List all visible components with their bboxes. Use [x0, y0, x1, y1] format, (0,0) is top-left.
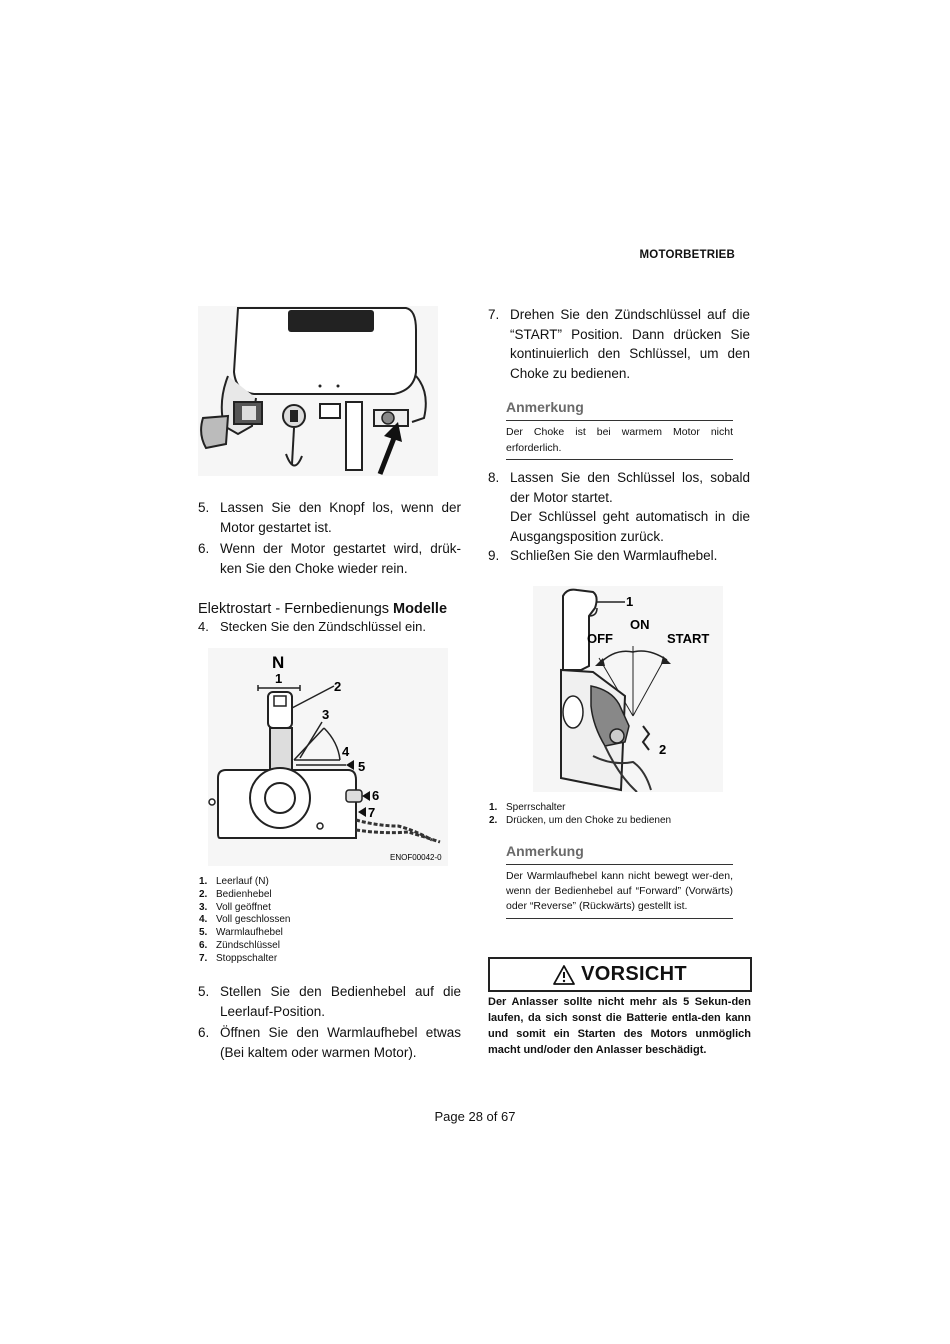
engine-figure	[198, 306, 438, 476]
legend-right	[489, 802, 671, 828]
step-7: 7. Drehen Sie den Zündschlüssel auf die “START” Position. Dann drücken Sie kontinuierlich den Schlüssel, um den Choke zu bedienen.	[488, 307, 750, 381]
note-box-2: Der Warmlaufhebel kann nicht bewegt wer-den, wenn der Bedienhebel auf “Forward” (Vorwärts) oder “Reverse” (Rückwärts) gestellt ist.	[506, 864, 733, 919]
figure-label-4b: 4	[342, 744, 350, 759]
section-title: Elektrostart - Fernbedienungs Modelle	[198, 601, 448, 617]
page-number: Page 28 of 67	[434, 1109, 516, 1124]
step-4: 4. Stecken Sie den Zündschlüssel ein.	[198, 619, 426, 634]
legend-item: 1. Sperrschalter	[489, 802, 566, 813]
note-title-1: Anmerkung	[506, 399, 584, 415]
legend-item: 2. Bedienhebel	[199, 888, 272, 900]
warning-icon	[553, 965, 575, 985]
step-9: 9. Schließen Sie den Warmlaufhebel.	[488, 548, 718, 563]
note-title-2: Anmerkung	[506, 843, 584, 859]
figure-label-n: N	[272, 653, 285, 672]
figure2-label-2: 2	[659, 742, 667, 757]
note-box-1: Der Choke ist bei warmem Motor nicht erforderlich.	[506, 420, 733, 460]
step-6-top: 6. Wenn der Motor gestartet wird, drük-ken Sie den Choke wieder rein.	[198, 541, 461, 576]
legend-item: 1. Leerlauf (N)	[199, 876, 269, 887]
figure2-label-on: ON	[630, 617, 650, 632]
figure-label-6: 6	[372, 788, 380, 803]
figure-code: ENOF00042-0	[390, 853, 442, 862]
section-header: MOTORBETRIEB	[639, 249, 735, 261]
figure-label-1: 1	[275, 671, 283, 686]
figure-label-7: 7	[368, 805, 376, 820]
figure2-label-1: 1	[626, 594, 634, 609]
figure2-label-start: START	[667, 631, 710, 646]
remote-control-figure	[208, 648, 448, 866]
legend-item: 6. Zündschlüssel	[199, 939, 280, 951]
legend-item: 3. Voll geöffnet	[199, 901, 271, 913]
warning-box	[488, 957, 752, 992]
figure-label-2: 2	[334, 679, 342, 694]
key-switch-figure	[533, 586, 723, 792]
legend-item: 4. Voll geschlossen	[199, 914, 291, 926]
legend-item: 7. Stoppschalter	[199, 952, 278, 964]
figure-label-3: 3	[322, 707, 330, 722]
step-6-bottom: 6. Öffnen Sie den Warmlaufhebel etwas (Bei kaltem oder warmen Motor).	[198, 1025, 461, 1060]
legend-item: 5. Warmlaufhebel	[199, 927, 283, 939]
figure2-label-off: OFF	[587, 631, 613, 646]
warning-label: VORSICHT	[581, 963, 687, 985]
step-5-bottom: 5. Stellen Sie den Bedienhebel auf die Leerlauf-Position.	[198, 984, 461, 1019]
warning-text: Der Anlasser sollte nicht mehr als 5 Sekun-den laufen, da sich sonst die Batterie entla-den kann und somit ein Starten des Motors unmöglich macht und/oder den Anlasser beschädigt.	[488, 996, 751, 1056]
step-8: 8. Lassen Sie den Schlüssel los, sobald der Motor startet. Der Schlüssel geht automatisch in die Ausgangsposition zurück.	[488, 470, 750, 544]
legend-item: 2. Drücken, um den Choke zu bedienen	[489, 814, 672, 826]
figure-label-5: 5	[358, 759, 366, 774]
step-5-top: 5. Lassen Sie den Knopf los, wenn der Motor gestartet ist.	[198, 500, 461, 535]
legend-left	[199, 876, 291, 966]
